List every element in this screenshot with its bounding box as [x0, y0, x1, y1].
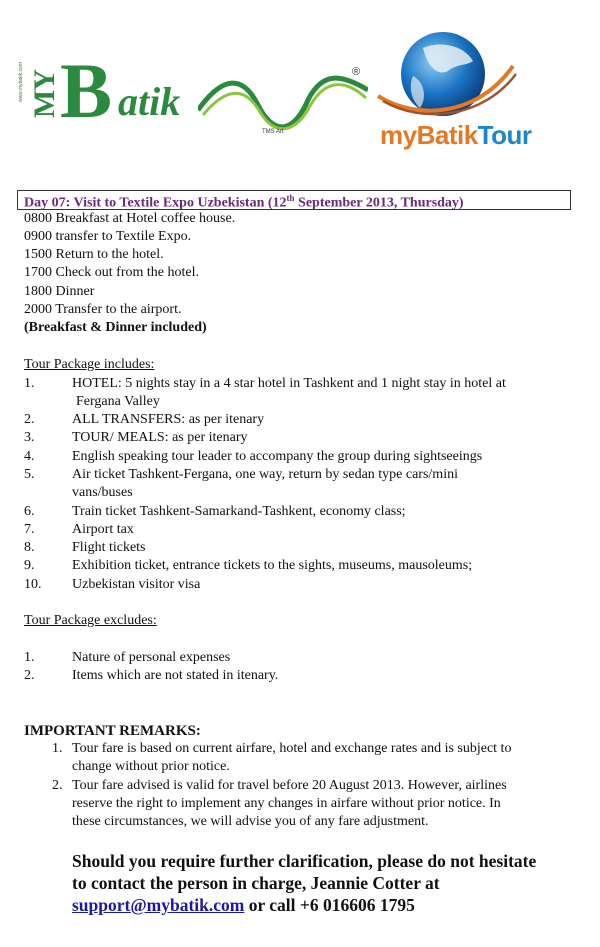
support-email-link[interactable]: support@mybatik.com	[72, 895, 245, 915]
list-item-continued: Fergana Valley	[76, 394, 160, 409]
logo-atik: atik	[118, 79, 181, 124]
closing-phone: or call +6 016606 1795	[244, 895, 415, 915]
day-header	[17, 190, 571, 210]
list-item: Flight tickets	[72, 540, 146, 555]
list-item: Air ticket Tashkent-Fergana, one way, return by sedan type cars/mini	[72, 467, 458, 482]
list-number: 4.	[24, 449, 35, 464]
logo-tms-art: TMS Art	[262, 129, 284, 135]
remark-line: these circumstances, we will advise you of any fare adjustment.	[72, 814, 429, 829]
remark-line: Tour fare advised is valid for travel before 20 August 2013. However, airlines	[72, 778, 507, 793]
day-header-prefix: Day 07: Visit to Textile Expo Uzbekistan (12	[24, 195, 287, 211]
day-header-suffix: September 2013, Thursday)	[294, 195, 464, 211]
logo-letter-b: B	[60, 47, 113, 134]
schedule-line: 0900 transfer to Textile Expo.	[24, 229, 192, 244]
list-item: HOTEL: 5 nights stay in a 4 star hotel in Tashkent and 1 night stay in hotel at	[72, 376, 506, 391]
schedule-line: 1700 Check out from the hotel.	[24, 265, 199, 280]
list-number: 3.	[24, 430, 35, 445]
remark-line: Tour fare is based on current airfare, hotel and exchange rates and is subject to	[72, 741, 512, 756]
meals-note: (Breakfast & Dinner included)	[24, 320, 207, 335]
logo-url-text: www.mybatik.com	[18, 62, 24, 103]
remark-number: 2.	[52, 778, 63, 793]
list-number: 6.	[24, 504, 35, 519]
logo-my: MY	[28, 70, 61, 118]
closing-contact	[72, 895, 415, 916]
list-item: Airport tax	[72, 522, 134, 537]
list-number: 1.	[24, 650, 35, 665]
closing-line: Should you require further clarification, please do not hesitate	[72, 851, 537, 871]
excludes-title: Tour Package excludes:	[24, 613, 157, 628]
includes-title: Tour Package includes:	[24, 357, 155, 372]
list-number: 2.	[24, 412, 35, 427]
list-item: Exhibition ticket, entrance tickets to the sights, museums, mausoleums;	[72, 558, 473, 573]
remark-number: 1.	[52, 741, 63, 756]
schedule-line: 0800 Breakfast at Hotel coffee house.	[24, 211, 236, 226]
tour-logo-part2: Tour	[477, 120, 532, 150]
list-number: 5.	[24, 467, 35, 482]
schedule-line: 1800 Dinner	[24, 284, 95, 299]
list-item: English speaking tour leader to accompany the group during sightseeings	[72, 449, 483, 464]
mybatiktour-logo-text	[380, 120, 532, 151]
tour-logo-part1: myBatik	[380, 120, 478, 150]
remarks-title: IMPORTANT REMARKS:	[24, 723, 201, 739]
closing-line: to contact the person in charge, Jeannie Cotter at	[72, 873, 440, 893]
list-item: Train ticket Tashkent-Samarkand-Tashkent, economy class;	[72, 504, 406, 519]
list-item: Uzbekistan visitor visa	[72, 577, 201, 592]
list-number: 1.	[24, 376, 35, 391]
day-header-sup: th	[286, 193, 295, 203]
list-number: 7.	[24, 522, 35, 537]
list-number: 2.	[24, 668, 35, 683]
logo-registered-mark: ®	[352, 66, 361, 78]
list-item: Items which are not stated in itenary.	[72, 668, 279, 683]
list-item: TOUR/ MEALS: as per itenary	[72, 430, 248, 445]
remark-line: change without prior notice.	[72, 759, 230, 774]
list-item: ALL TRANSFERS: as per itenary	[72, 412, 265, 427]
list-item-continued: vans/buses	[72, 485, 133, 500]
schedule-line: 1500 Return to the hotel.	[24, 247, 164, 262]
list-number: 10.	[24, 577, 42, 592]
list-number: 9.	[24, 558, 35, 573]
remark-line: reserve the right to implement any changes in airfare without prior notice. In	[72, 796, 501, 811]
list-number: 8.	[24, 540, 35, 555]
globe-logo-icon	[368, 26, 518, 126]
schedule-line: 2000 Transfer to the airport.	[24, 302, 182, 317]
list-item: Nature of personal expenses	[72, 650, 231, 665]
